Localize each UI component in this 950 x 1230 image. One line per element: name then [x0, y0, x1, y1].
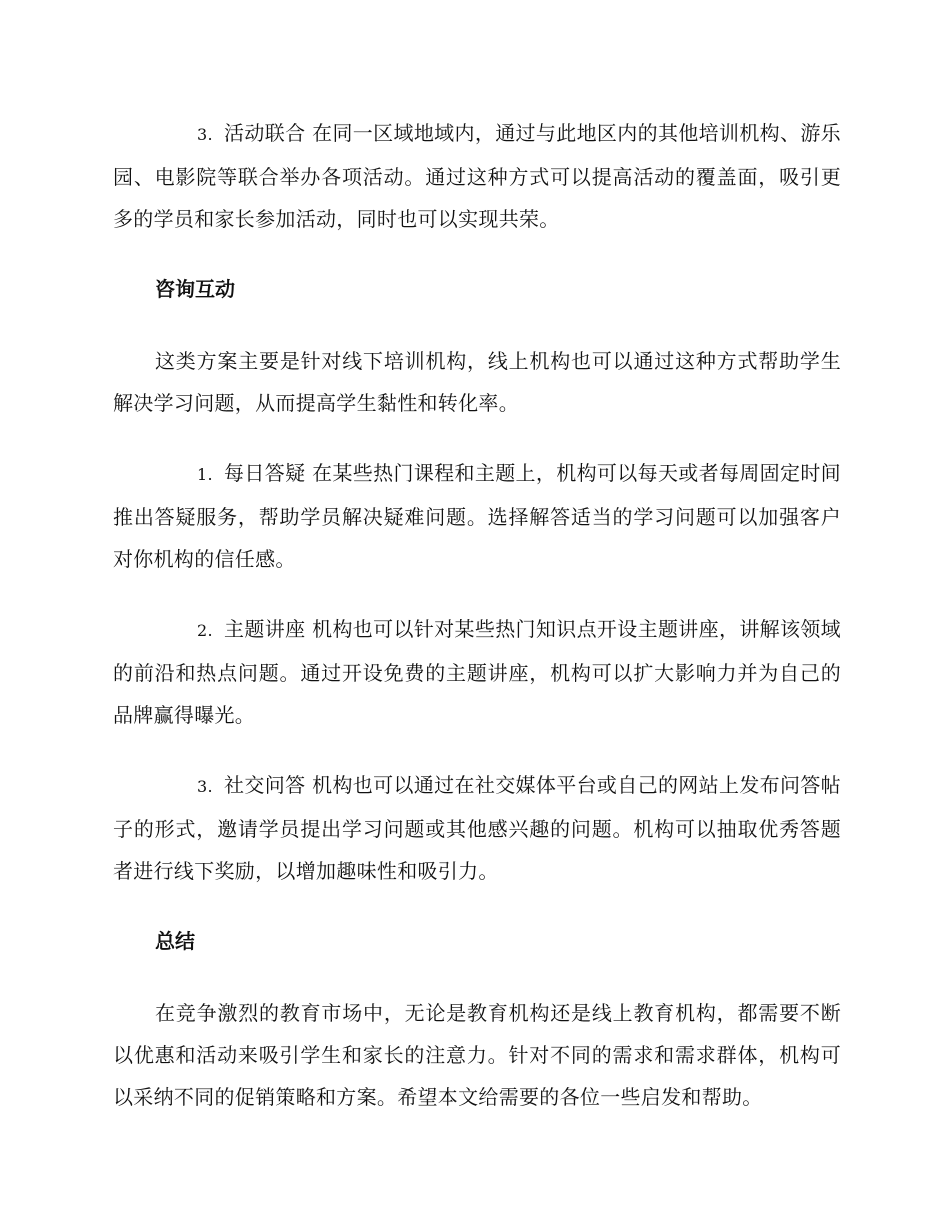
- list-number: 3.: [197, 777, 213, 796]
- list-item-title: 活动联合: [224, 121, 306, 145]
- list-item-activity-alliance: [113, 112, 841, 240]
- document-body: [113, 112, 841, 1146]
- list-number: 3.: [197, 125, 213, 144]
- section-intro-paragraph: 这类方案主要是针对线下培训机构，线上机构也可以通过这种方式帮助学生解决学习问题，从而提高学生黏性和转化率。: [113, 349, 841, 415]
- section-heading-consult: 咨询互动: [155, 277, 235, 301]
- list-item-title: 主题讲座: [224, 617, 306, 641]
- list-item-topic-lecture: [113, 608, 841, 736]
- list-item-text: 在同一区域地域内，通过与此地区内的其他培训机构、游乐园、电影院等联合举办各项活动。通过这种方式可以提高活动的覆盖面，吸引更多的学员和家长参加活动，同时也可以实现共荣。: [113, 121, 841, 231]
- section-heading-summary: 总结: [155, 929, 195, 953]
- list-item-social-qa: [113, 764, 841, 892]
- list-item-daily-qa: [113, 452, 841, 580]
- list-item-text: 机构也可以通过在社交媒体平台或自己的网站上发布问答帖子的形式，邀请学员提出学习问题或其他感兴趣的问题。机构可以抽取优秀答题者进行线下奖励，以增加趣味性和吸引力。: [113, 773, 841, 883]
- list-number: 2.: [197, 621, 213, 640]
- list-item-title: 每日答疑: [224, 461, 306, 485]
- list-item-title: 社交问答: [224, 773, 306, 797]
- list-number: 1.: [197, 465, 213, 484]
- summary-paragraph: 在竞争激烈的教育市场中，无论是教育机构还是线上教育机构，都需要不断以优惠和活动来吸引学生和家长的注意力。针对不同的需求和需求群体，机构可以采纳不同的促销策略和方案。希望本文给需要的各位一些启发和帮助。: [113, 1001, 841, 1109]
- list-item-text: 机构也可以针对某些热门知识点开设主题讲座，讲解该领域的前沿和热点问题。通过开设免费的主题讲座，机构可以扩大影响力并为自己的品牌赢得曝光。: [113, 617, 841, 727]
- list-item-text: 在某些热门课程和主题上，机构可以每天或者每周固定时间推出答疑服务，帮助学员解决疑难问题。选择解答适当的学习问题可以加强客户对你机构的信任感。: [113, 461, 841, 571]
